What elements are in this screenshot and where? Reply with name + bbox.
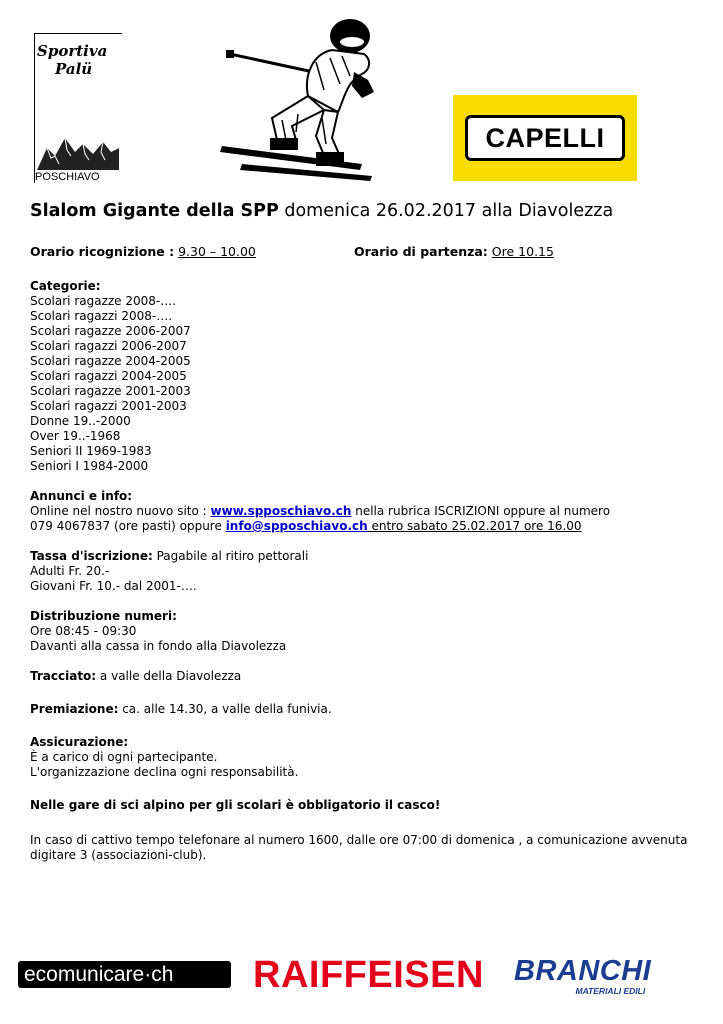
annunci-text3: 079 4067837 (ore pasti) oppure xyxy=(30,519,226,533)
distribuzione-line: Ore 08:45 - 09:30 xyxy=(30,624,137,638)
sportiva-logo-line2: Palü xyxy=(55,60,93,78)
schedule-row xyxy=(30,244,700,261)
orario-ricognizione xyxy=(30,244,256,259)
branchi-logo-name: BRANCHI xyxy=(514,955,652,987)
assicurazione-line: L'organizzazione declina ogni responsabilità. xyxy=(30,765,299,779)
tassa-line: Adulti Fr. 20.- xyxy=(30,564,110,578)
capelli-logo xyxy=(453,95,637,181)
capelli-logo-text: CAPELLI xyxy=(465,115,625,161)
bad-weather-notice: In caso di cattivo tempo telefonare al numero 1600, dalle ore 07:00 di domenica , a comunicazione avvenuta digitare 3 (associazioni-club). xyxy=(30,833,688,862)
email-link[interactable]: info@spposchiavo.ch xyxy=(225,519,368,533)
branchi-logo xyxy=(514,956,651,996)
annunci-text2: nella rubrica ISCRIZIONI oppure al numero xyxy=(351,504,611,518)
ricognizione-label: Orario ricognizione : xyxy=(30,244,175,259)
tracciato-value: a valle della Diavolezza xyxy=(96,669,242,683)
assicurazione-section xyxy=(30,735,700,780)
tassa-value: Pagabile al ritiro pettorali xyxy=(152,549,309,563)
tracciato-section xyxy=(30,669,700,684)
mountains-icon xyxy=(37,134,119,170)
orario-partenza xyxy=(354,244,554,259)
skier-illustration xyxy=(212,14,384,184)
partenza-label: Orario di partenza: xyxy=(354,244,488,259)
ecomunicare-logo xyxy=(18,961,231,988)
branchi-logo-sub: MATERIALI EDILI xyxy=(575,986,646,996)
annunci-line1 xyxy=(30,504,700,519)
title-bold: Slalom Gigante della SPP xyxy=(30,201,279,221)
tassa-line: Giovani Fr. 10.- dal 2001-…. xyxy=(30,579,197,593)
tracciato-label: Tracciato: xyxy=(30,669,97,683)
partenza-value: Ore 10.15 xyxy=(491,244,554,259)
sportiva-logo-line1: Sportiva xyxy=(37,42,108,60)
announcement-body xyxy=(30,200,700,863)
tassa-header-line xyxy=(30,549,700,564)
categorie-section xyxy=(30,279,700,474)
helmet-notice: Nelle gare di sci alpino per gli scolari è obbligatorio il casco! xyxy=(30,798,441,812)
categoria-item: Scolari ragazze 2008-…. xyxy=(30,294,177,308)
assicurazione-line: È a carico di ogni partecipante. xyxy=(30,750,218,764)
categoria-item: Scolari ragazzi 2004-2005 xyxy=(30,369,187,383)
categoria-item: Scolari ragazze 2006-2007 xyxy=(30,324,191,338)
page-title xyxy=(30,200,700,222)
title-rest: domenica 26.02.2017 alla Diavolezza xyxy=(278,201,614,221)
assicurazione-heading: Assicurazione: xyxy=(30,735,129,749)
sportiva-logo-place: POSCHIAVO xyxy=(35,171,100,183)
categoria-item: Scolari ragazze 2004-2005 xyxy=(30,354,191,368)
categoria-item: Scolari ragazzi 2008-…. xyxy=(30,309,173,323)
website-link[interactable]: www.spposchiavo.ch xyxy=(210,504,352,518)
categoria-item: Over 19..-1968 xyxy=(30,429,121,443)
premiazione-label: Premiazione: xyxy=(30,702,119,716)
ecomunicare-logo-text: ecomunicare·ch xyxy=(24,963,174,986)
premiazione-section xyxy=(30,702,700,717)
premiazione-value: ca. alle 14.30, a valle della funivia. xyxy=(118,702,332,716)
categoria-item: Scolari ragazzi 2006-2007 xyxy=(30,339,187,353)
distribuzione-line: Davanti alla cassa in fondo alla Diavolezza xyxy=(30,639,287,653)
annunci-deadline: entro sabato 25.02.2017 ore 16.00 xyxy=(367,519,582,533)
categorie-heading: Categorie: xyxy=(30,279,101,293)
annunci-heading: Annunci e info: xyxy=(30,489,133,503)
distribuzione-heading: Distribuzione numeri: xyxy=(30,609,177,623)
sportiva-palu-logo xyxy=(34,33,122,183)
distribuzione-section xyxy=(30,609,700,654)
categoria-item: Scolari ragazze 2001-2003 xyxy=(30,384,191,398)
categoria-item: Seniori I 1984-2000 xyxy=(30,459,149,473)
ricognizione-value: 9.30 – 10.00 xyxy=(178,244,256,259)
categoria-item: Donne 19..-2000 xyxy=(30,414,131,428)
annunci-section xyxy=(30,489,700,534)
tassa-section xyxy=(30,549,700,594)
categoria-item: Seniori II 1969-1983 xyxy=(30,444,152,458)
annunci-line2 xyxy=(30,519,700,534)
categoria-item: Scolari ragazzi 2001-2003 xyxy=(30,399,187,413)
annunci-text1: Online nel nostro nuovo sito : xyxy=(30,504,211,518)
raiffeisen-logo: RAIFFEISEN xyxy=(253,954,484,996)
tassa-label: Tassa d'iscrizione: xyxy=(30,549,153,563)
